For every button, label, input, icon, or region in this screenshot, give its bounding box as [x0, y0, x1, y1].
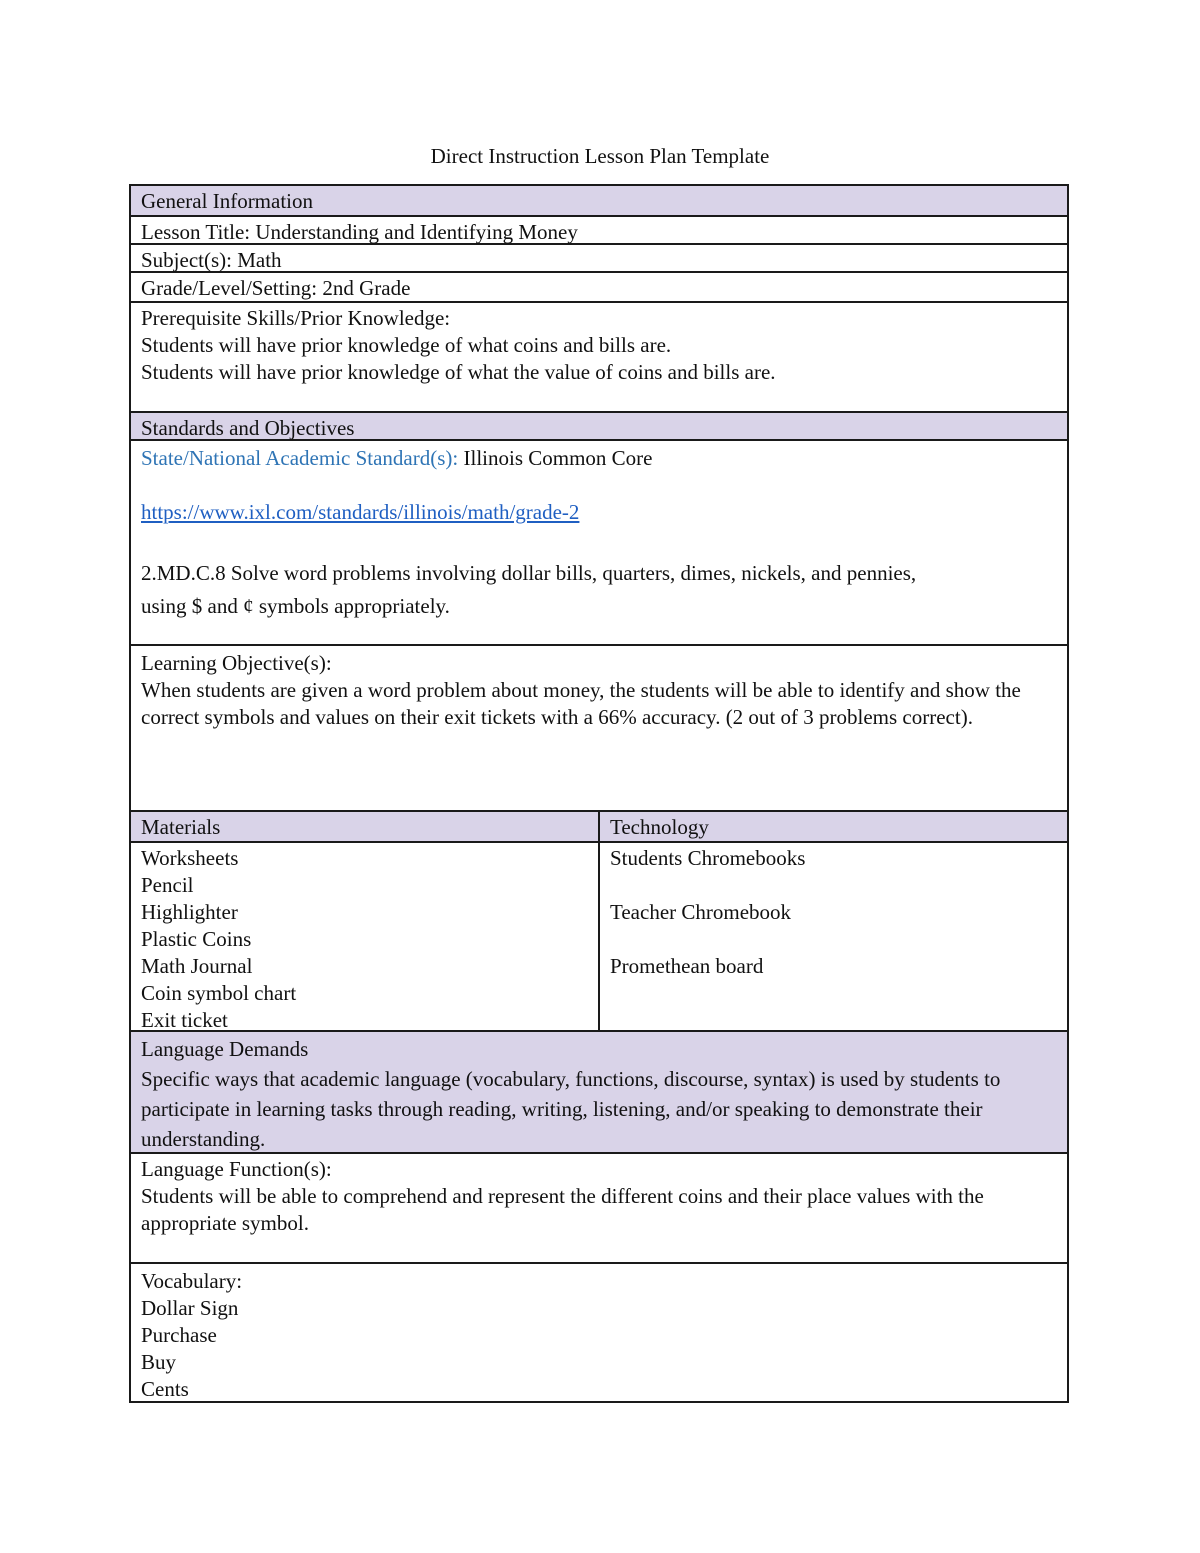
list-item: Worksheets: [141, 846, 239, 870]
list-item: Dollar Sign: [141, 1296, 239, 1320]
technology-list: [600, 843, 1067, 1030]
list-item: Buy: [141, 1350, 177, 1374]
state-standard-value: Illinois Common Core: [458, 446, 653, 470]
list-item: Promethean board: [610, 954, 764, 978]
state-standard-label: State/National Academic Standard(s):: [141, 446, 459, 470]
list-item: Coin symbol chart: [141, 981, 297, 1005]
learning-objective-text: When students are given a word problem about money, the students will be able to identify and show the correct symbols and values on their exit tickets with a 66% accuracy. (2 out of 3 problems correct).: [141, 678, 1021, 729]
standards-row: [131, 441, 1067, 646]
standards-objectives-header: Standards and Objectives: [131, 413, 1067, 441]
technology-header: Technology: [610, 815, 709, 839]
lesson-title-row: Lesson Title: Understanding and Identifying Money: [131, 217, 1067, 245]
learning-objective-row: [131, 646, 1067, 812]
lesson-plan-table: [129, 184, 1069, 1403]
list-item: Cents: [141, 1377, 189, 1401]
list-item: Math Journal: [141, 954, 253, 978]
list-item: Plastic Coins: [141, 927, 252, 951]
language-function-row: [131, 1154, 1067, 1264]
prerequisite-line: Students will have prior knowledge of what coins and bills are.: [141, 333, 672, 357]
list-item: Purchase: [141, 1323, 217, 1347]
learning-objective-label: Learning Objective(s):: [141, 651, 332, 675]
prerequisite-line: Students will have prior knowledge of what the value of coins and bills are.: [141, 360, 776, 384]
language-demands-title: Language Demands: [141, 1037, 309, 1061]
standard-description-line: using $ and ¢ symbols appropriately.: [141, 594, 450, 618]
materials-header: Materials: [131, 812, 600, 841]
list-item: Exit ticket: [141, 1008, 228, 1032]
prerequisite-row: [131, 303, 1067, 413]
language-function-text: Students will be able to comprehend and represent the different coins and their place values with the appropriate symbol.: [141, 1184, 984, 1235]
standard-description-line: 2.MD.C.8 Solve word problems involving dollar bills, quarters, dimes, nickels, and pennies,: [141, 561, 917, 585]
list-item: Highlighter: [141, 900, 238, 924]
vocabulary-label: Vocabulary:: [141, 1269, 243, 1293]
vocabulary-row: [131, 1264, 1067, 1401]
subjects-row: Subject(s): Math: [131, 245, 1067, 273]
language-demands-description: Specific ways that academic language (vocabulary, functions, discourse, syntax) is used by students to participate in learning tasks through reading, writing, listening, and/or speaking to demonstrate their understanding.: [141, 1067, 1001, 1151]
list-item: Teacher Chromebook: [610, 900, 792, 924]
materials-technology-header: [131, 812, 1067, 843]
prerequisite-label: Prerequisite Skills/Prior Knowledge:: [141, 306, 451, 330]
language-function-label: Language Function(s):: [141, 1157, 332, 1181]
list-item: Students Chromebooks: [610, 846, 806, 870]
document-title: Direct Instruction Lesson Plan Template: [430, 144, 770, 168]
materials-technology-row: [131, 843, 1067, 1032]
standards-link[interactable]: https://www.ixl.com/standards/illinois/math/grade-2: [141, 500, 580, 524]
grade-row: Grade/Level/Setting: 2nd Grade: [131, 273, 1067, 303]
language-demands-header: [131, 1032, 1067, 1154]
list-item: Pencil: [141, 873, 194, 897]
general-information-header: General Information: [131, 186, 1067, 217]
materials-list: [131, 843, 600, 1030]
